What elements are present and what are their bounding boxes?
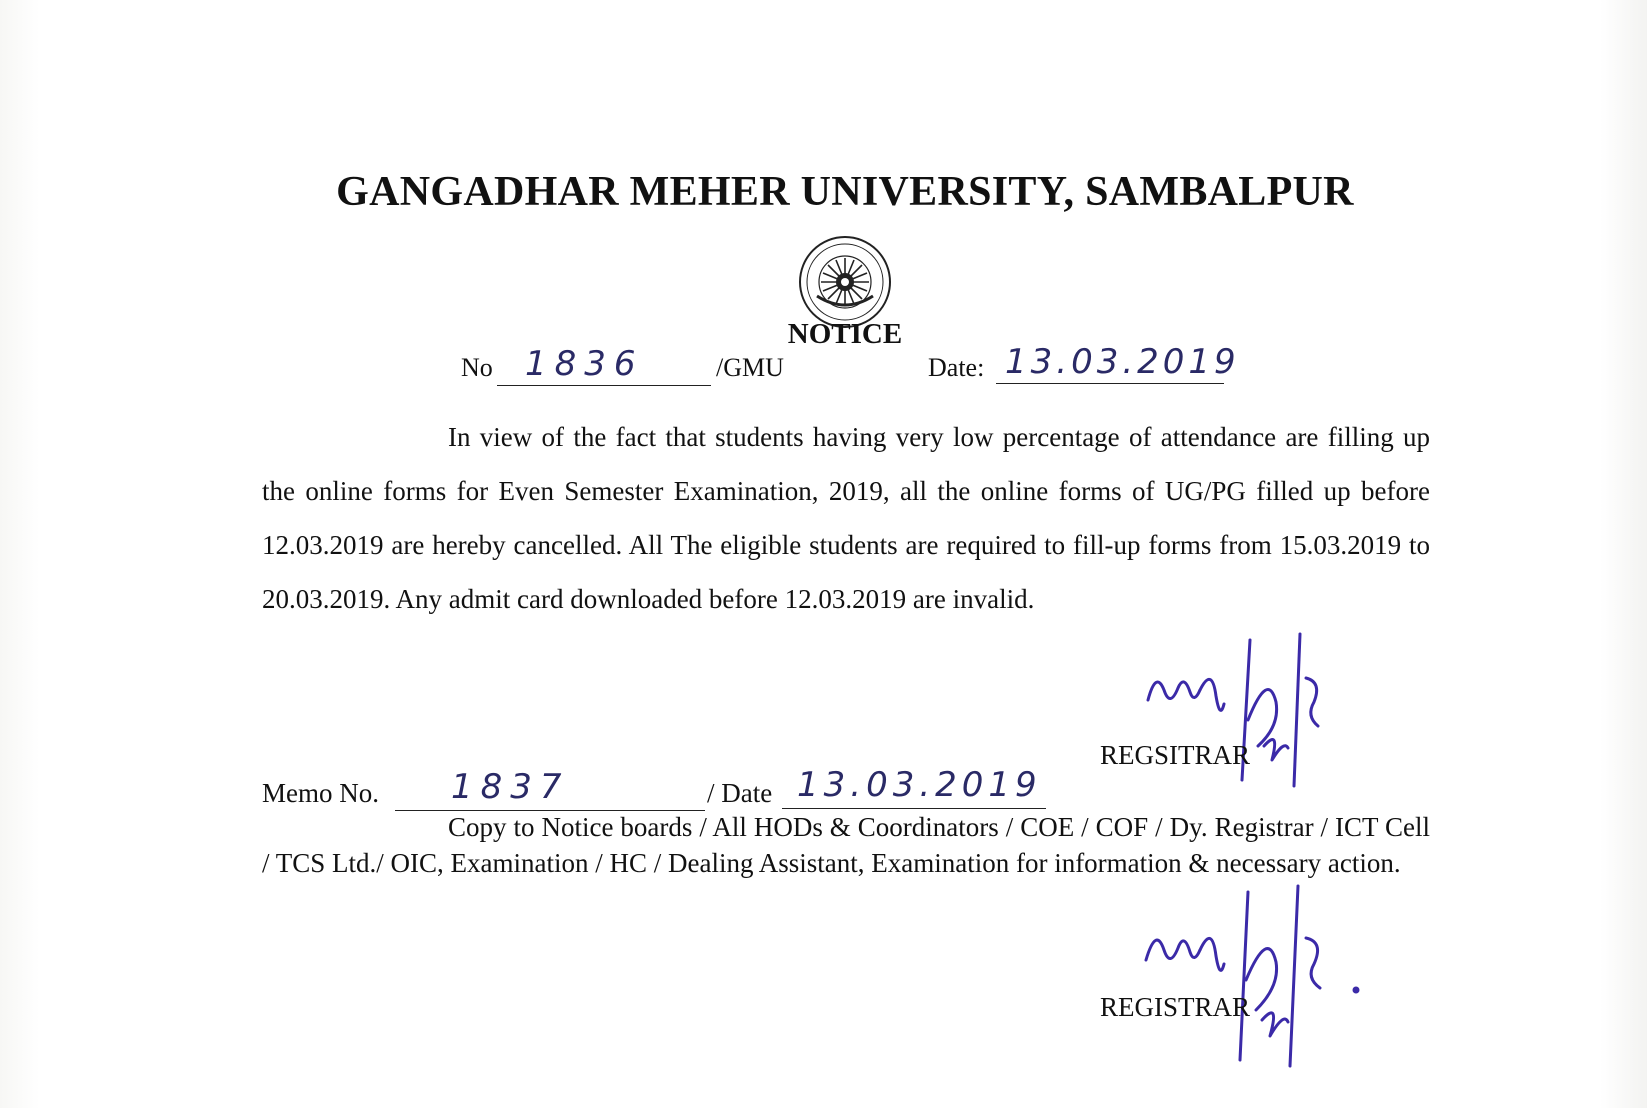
copy-to-text: Copy to Notice boards / All HODs & Coordinators / COE / COF / Dy. Registrar / ICT Cell / TCS Ltd./ OIC, Examination / HC / Dealing Assistant, Examination for information & necessary action. [262,812,1430,878]
copy-to [262,809,1430,881]
memo-no-label: Memo No. [262,778,379,808]
notice-body [262,410,1430,626]
reference-suffix: /GMU [716,353,784,382]
memo-date-value: 13.03.2019 [797,765,1042,805]
university-name: GANGADHAR MEHER UNIVERSITY, SAMBALPUR [336,169,1354,215]
registrar-title-1: REGSITRAR [1100,740,1251,770]
notice-title: NOTICE [787,318,903,350]
registrar-title-2: REGISTRAR [1100,992,1251,1022]
reference-date-label: Date: [928,353,985,382]
memo-no-value: 1837 [451,767,570,807]
reference-date-value: 13.03.2019 [1005,342,1240,382]
reference-date-underline [996,383,1224,384]
registrar-signature-2 [1130,880,1370,1080]
reference-no-label: No [461,353,493,382]
reference-no-value: 1836 [525,344,644,384]
notice-body-text: In view of the fact that students having very low percentage of attendance are filling up the online forms for Even Semester Examination, 2019, all the online forms of UG/PG filled up before 12.03.2019 are hereby cancelled. All The eligible students are required to fill-up forms from 15.03.2019 to 20.03.2019. Any admit card downloaded before 12.03.2019 are invalid. [262,422,1430,614]
memo-date-label: / Date [707,778,773,808]
reference-no-underline [497,385,711,386]
university-seal-icon [797,234,893,330]
